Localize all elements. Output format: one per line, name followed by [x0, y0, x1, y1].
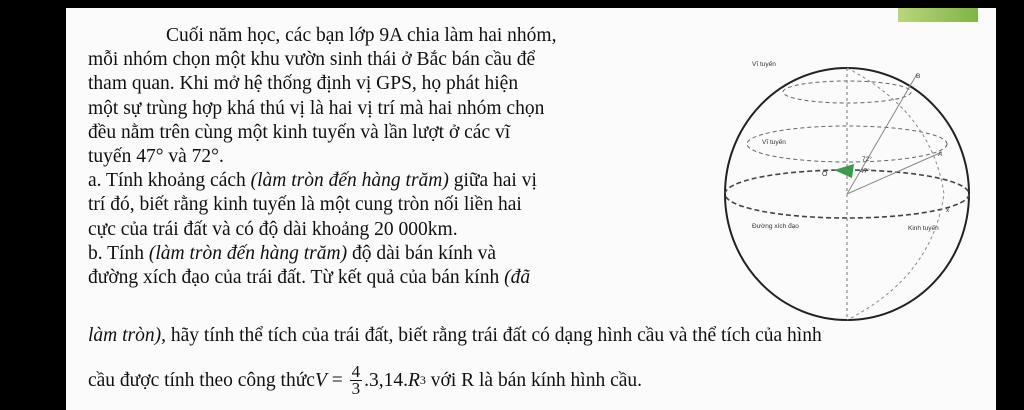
part-a-line-3: cực của trái đất và có độ dài khoảng 20 000km. — [88, 218, 458, 240]
problem-line-5: đều nằm trên cùng một kinh tuyến và lần lượt ở các vĩ — [88, 121, 511, 143]
label-a: A — [938, 151, 943, 158]
part-b-line-3: làm tròn), hãy tính thể tích của trái đất, biết rằng trái đất có dạng hình cầu và thể tích của hình — [88, 325, 822, 346]
label-vi-tuyen-top: Vĩ tuyến — [752, 61, 776, 68]
label-72: 72° — [862, 156, 872, 163]
meridian-line — [847, 68, 944, 320]
part-a-line-1: a. Tính khoảng cách (làm tròn đến hàng trăm) giữa hai vị — [88, 170, 537, 192]
label-x: x — [946, 207, 950, 214]
earth-globe-diagram — [722, 52, 972, 324]
radius-72 — [847, 74, 917, 194]
formula-v: V — [314, 369, 327, 391]
part-b-line-1: b. Tính (làm tròn đến hàng trăm) độ dài bán kính và — [88, 242, 497, 264]
part-b-formula-line: cầu được tính theo công thức V = $\frac{4}{3}$ .3,14. R 3 với R là bán kính hình cầu. — [88, 362, 643, 398]
fraction-4-3: $\frac{4}{3}$ — [351, 362, 361, 398]
highlight-bar — [898, 8, 978, 22]
problem-line-6: tuyến 47° và 72°. — [88, 146, 224, 168]
label-o: O — [822, 171, 828, 178]
part-a-line-2: trí đó, biết rằng kinh tuyến là một cung tròn nối liền hai — [88, 194, 522, 216]
problem-line-1: Cuối năm học, các bạn lớp 9A chia làm hai nhóm, — [166, 25, 557, 46]
label-47: 47° — [860, 168, 870, 175]
problem-line-3: tham quan. Khi mở hệ thống định vị GPS, họ phát hiện — [88, 73, 519, 95]
label-equator: Đường xích đạo — [752, 223, 799, 230]
problem-line-4: một sự trùng hợp khá thú vị là hai vị trí mà hai nhóm chọn — [88, 97, 545, 119]
label-b: B — [916, 73, 921, 80]
problem-line-2: mỗi nhóm chọn một khu vườn sinh thái ở Bắc bán cầu để — [88, 49, 536, 71]
label-vi-tuyen-mid: Vĩ tuyến — [762, 139, 786, 146]
part-b-line-2: đường xích đạo của trái đất. Từ kết quả của bán kính (đã — [88, 267, 531, 289]
problem-text — [88, 24, 648, 290]
angle-marker — [834, 164, 854, 178]
label-meridian: Kinh tuyến — [908, 225, 939, 232]
